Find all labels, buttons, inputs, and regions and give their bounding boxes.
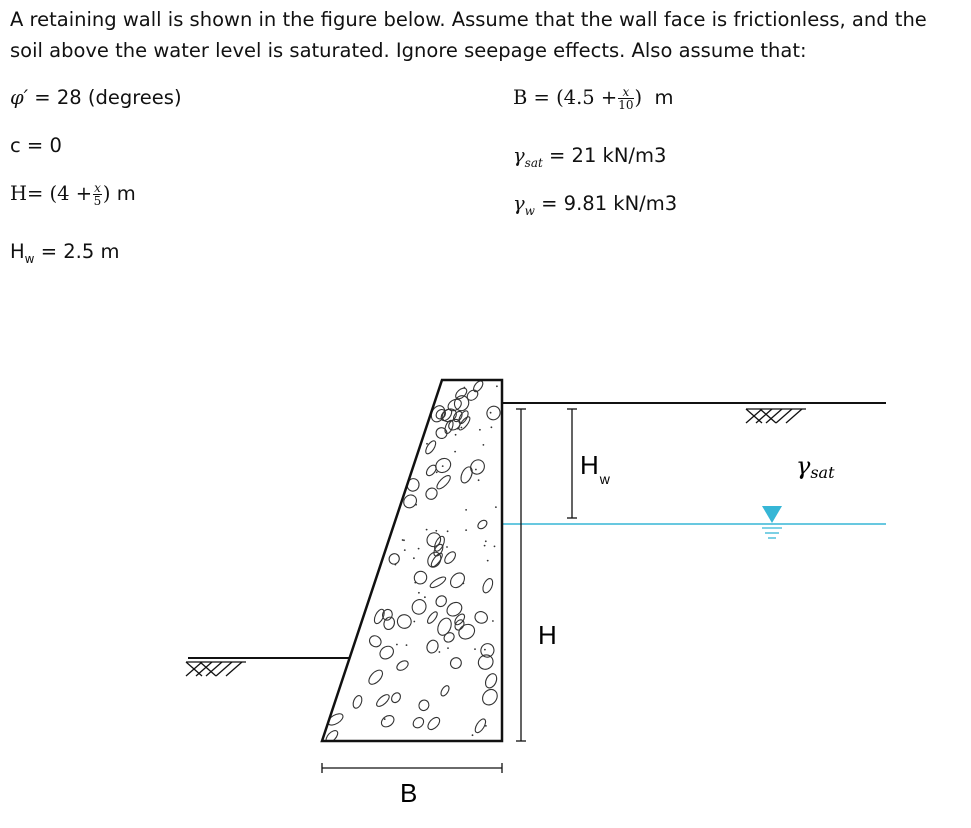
texture-pebble [366, 668, 385, 687]
texture-dot [418, 548, 420, 550]
water-height-dimension-line [567, 409, 577, 518]
gamma-w-value: = 9.81 kN/m3 [541, 192, 678, 215]
gamma-sat-symbol: γ [513, 144, 525, 167]
texture-dot [491, 426, 493, 428]
problem-statement: A retaining wall is shown in the figure below. Assume that the wall face is frictionless, and the soil above the water level is saturated. Ignore seepage effects. Also assume that: [10, 8, 927, 62]
texture-dot [472, 734, 474, 736]
phi-symbol: φ′ [10, 86, 29, 109]
texture-dot [478, 479, 480, 481]
height-denominator: 5 [93, 194, 102, 208]
texture-pebble [435, 616, 454, 637]
gamma-sat-subscript: sat [524, 155, 543, 170]
texture-dot [426, 443, 428, 445]
texture-dot [402, 539, 404, 541]
water-triangle-icon [762, 506, 782, 523]
texture-pebble [426, 610, 439, 625]
texture-dot [396, 644, 398, 646]
base-prefix: B = (4.5 + [513, 86, 618, 109]
texture-pebble [448, 655, 463, 670]
texture-dot [479, 429, 481, 431]
texture-pebble [483, 672, 499, 690]
texture-pebble [395, 659, 410, 672]
texture-pebble [395, 612, 414, 631]
base-denominator: 10 [618, 98, 634, 112]
texture-dot [496, 385, 498, 387]
texture-dot [424, 596, 426, 598]
height-unit: m [116, 182, 136, 205]
texture-dot [465, 509, 467, 511]
cohesion-parameter: c = 0 [10, 134, 62, 157]
texture-pebble [459, 465, 475, 484]
texture-dot [483, 444, 485, 446]
base-dimension-line [322, 763, 502, 773]
texture-dot [404, 549, 406, 551]
texture-dot [464, 387, 466, 389]
texture-pebble [473, 610, 489, 625]
texture-pebble [390, 691, 402, 704]
texture-pebble [387, 552, 401, 566]
texture-dot [455, 434, 457, 436]
texture-pebble [426, 715, 442, 731]
label-H: H [538, 620, 557, 650]
texture-pebble [417, 698, 430, 712]
texture-pebble [429, 575, 447, 590]
texture-pebble [476, 519, 488, 531]
texture-pebble [435, 474, 452, 491]
texture-dot [490, 412, 492, 414]
texture-dot [495, 506, 497, 508]
texture-pebble [424, 530, 443, 549]
texture-pebble [411, 715, 426, 730]
texture-dot [484, 545, 486, 547]
texture-dot [463, 583, 465, 585]
texture-pebble [444, 600, 464, 619]
texture-pebble [424, 439, 438, 455]
label-B: B [400, 778, 418, 808]
texture-dot [494, 546, 496, 548]
texture-dot [418, 592, 420, 594]
label-gamma-sat: γsat [796, 452, 835, 482]
texture-dot [474, 648, 476, 650]
height-dimension-line [516, 409, 526, 741]
base-unit: m [654, 86, 674, 109]
ground-hatch-symbol-left [186, 662, 246, 676]
texture-pebble [412, 569, 429, 586]
texture-dot [484, 649, 486, 651]
texture-dot [487, 560, 489, 562]
texture-dot [426, 529, 428, 531]
texture-pebble [472, 379, 485, 393]
texture-pebble [475, 652, 495, 672]
texture-dot [413, 557, 415, 559]
gamma-w-symbol: γ [513, 192, 525, 215]
texture-dot [442, 465, 444, 467]
texture-dot [406, 644, 408, 646]
texture-dot [413, 621, 415, 623]
gamma-sat-value: = 21 kN/m3 [549, 144, 667, 167]
texture-dot [465, 529, 467, 531]
texture-dot [439, 651, 441, 653]
texture-dot [454, 451, 456, 453]
texture-pebble [379, 713, 396, 729]
texture-pebble [448, 570, 468, 590]
texture-dot [447, 647, 449, 649]
base-numerator: x [618, 86, 633, 99]
height-numerator: x [94, 181, 101, 195]
texture-pebble [434, 594, 449, 609]
texture-pebble [382, 616, 396, 631]
texture-pebble [443, 550, 458, 566]
texture-pebble [442, 631, 456, 644]
texture-dot [446, 546, 448, 548]
texture-pebble [375, 693, 391, 709]
texture-pebble [480, 687, 501, 708]
texture-dot [436, 471, 438, 473]
retaining-wall-body [322, 380, 502, 741]
texture-dot [485, 540, 487, 542]
texture-pebble [425, 639, 440, 655]
texture-dot [395, 564, 397, 566]
height-prefix: H= (4 + [10, 182, 93, 205]
ground-hatch-symbol-right [746, 409, 806, 423]
texture-dot [447, 530, 449, 532]
texture-pebble [367, 633, 383, 649]
texture-pebble [351, 694, 363, 709]
texture-pebble [410, 597, 429, 616]
texture-dot [414, 582, 416, 584]
water-height-symbol: H [10, 240, 25, 263]
texture-pebble [465, 388, 480, 402]
label-Hw: $H_w$ [580, 450, 610, 487]
water-height-value: = 2.5 m [40, 240, 120, 263]
texture-pebble [377, 644, 395, 662]
gamma-w-subscript: w [524, 203, 535, 218]
texture-pebble [481, 577, 495, 594]
wall-concrete-texture [324, 379, 503, 744]
texture-dot [475, 469, 477, 471]
texture-dot [435, 530, 437, 532]
texture-pebble [484, 404, 502, 422]
texture-dot [461, 427, 463, 429]
texture-dot [384, 718, 386, 720]
texture-pebble [439, 684, 450, 697]
water-height-subscript: w [24, 251, 35, 266]
base-suffix: ) [634, 86, 643, 109]
texture-dot [415, 504, 417, 506]
water-level-symbol [762, 506, 782, 538]
phi-value: = 28 (degrees) [34, 86, 182, 109]
texture-dot [492, 620, 494, 622]
height-suffix: ) [102, 182, 111, 205]
